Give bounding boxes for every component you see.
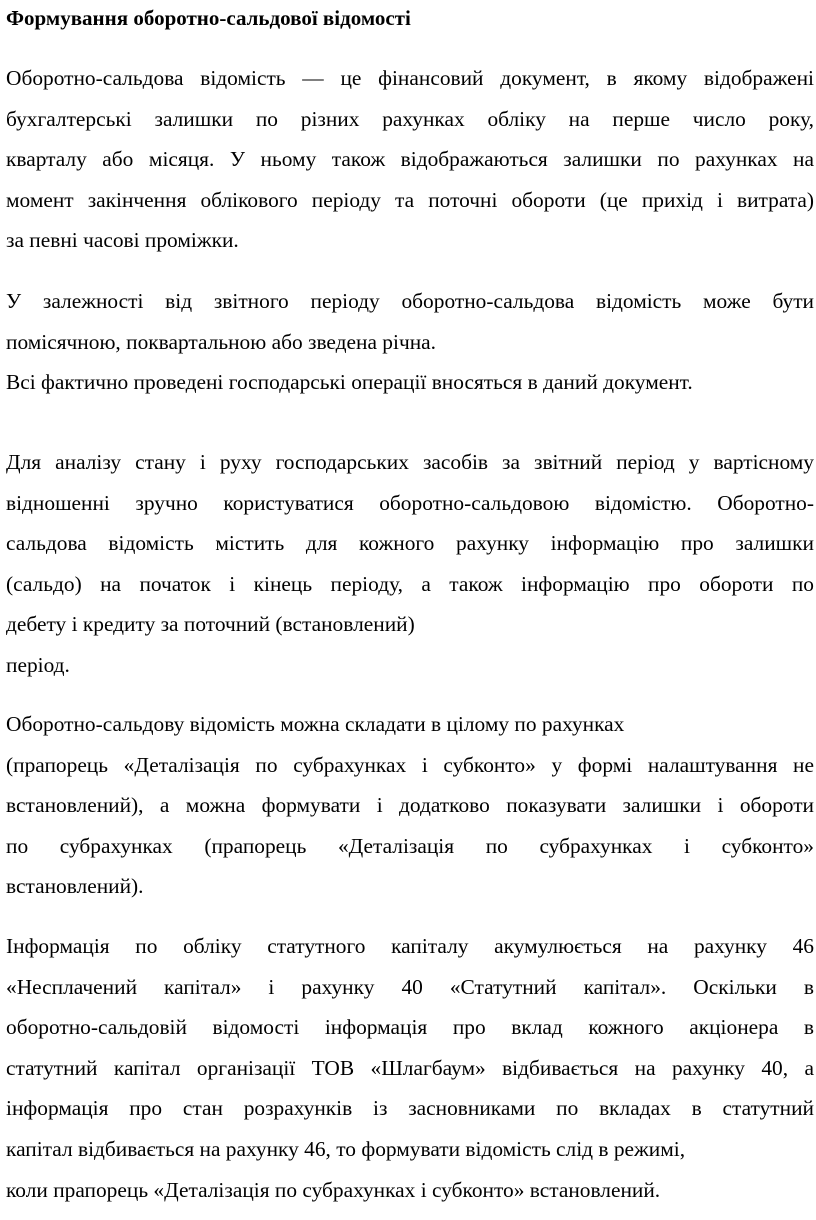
text-line: інформація про стан розрахунків із засновниками по вкладах в статутний: [6, 1096, 814, 1121]
text-line: встановлений), а можна формувати і додатково показувати залишки і обороти: [6, 793, 814, 818]
text-line: Для аналізу стану і руху господарських засобів за звітний період у вартісному: [6, 450, 814, 474]
text-line: бухгалтерські залишки по різних рахунках обліку на перше число року,: [6, 106, 814, 131]
text-line: статутний капітал організації ТОВ «Шлагбаум» відбивається на рахунку 40, а: [6, 1055, 814, 1080]
text-line: кварталу або місяця. У ньому також відображаються залишки по рахунках на: [6, 147, 814, 172]
text-line: «Несплачений капітал» і рахунку 40 «Статутний капітал». Оскільки в: [6, 974, 814, 999]
paragraph-2: [6, 281, 814, 403]
text-line: помісячною, поквартальною або зведена річна.: [6, 329, 436, 354]
text-line: (сальдо) на початок і кінець періоду, а також інформацію про обороти по: [6, 571, 814, 596]
text-line: період.: [6, 652, 70, 677]
text-line: по субрахунках (прапорець «Деталізація по субрахунках і субконто»: [6, 833, 814, 858]
paragraph-5: [6, 926, 814, 1210]
text-line: момент закінчення облікового періоду та поточні обороти (це прихід і витрата): [6, 187, 814, 212]
text-line: сальдова відомість містить для кожного рахунку інформацію про залишки: [6, 531, 814, 556]
text-line: Всі фактично проведені господарські операції вносяться в даний документ.: [6, 370, 693, 395]
text-line: дебету і кредиту за поточний (встановлений): [6, 612, 415, 637]
text-line: капітал відбивається на рахунку 46, то формувати відомість слід в режимі,: [6, 1136, 686, 1161]
text-line: встановлений).: [6, 874, 144, 899]
text-line: коли прапорець «Деталізація по субрахунках і субконто» встановлений.: [6, 1177, 661, 1202]
text-line: Оборотно-сальдову відомість можна складати в цілому по рахунках: [6, 712, 625, 736]
text-line: відношенні зручно користуватися оборотно-сальдовою відомістю. Оборотно-: [6, 490, 814, 515]
text-line: оборотно-сальдовій відомості інформація про вклад кожного акціонера в: [6, 1015, 814, 1040]
text-line: Оборотно-сальдова відомість — це фінансовий документ, в якому відображені: [6, 66, 814, 90]
text-line: за певні часові проміжки.: [6, 228, 239, 253]
document-title: Формування оборотно-сальдової відомості: [6, 6, 411, 30]
text-line: (прапорець «Деталізація по субрахунках і субконто» у формі налаштування не: [6, 752, 814, 777]
paragraph-1: [6, 58, 814, 261]
text-line: Інформація по обліку статутного капіталу акумулюється на рахунку 46: [6, 934, 814, 958]
text-line: У залежності від звітного періоду оборотно-сальдова відомість може бути: [6, 289, 814, 313]
paragraph-4: [6, 704, 814, 907]
paragraph-3: [6, 442, 814, 686]
